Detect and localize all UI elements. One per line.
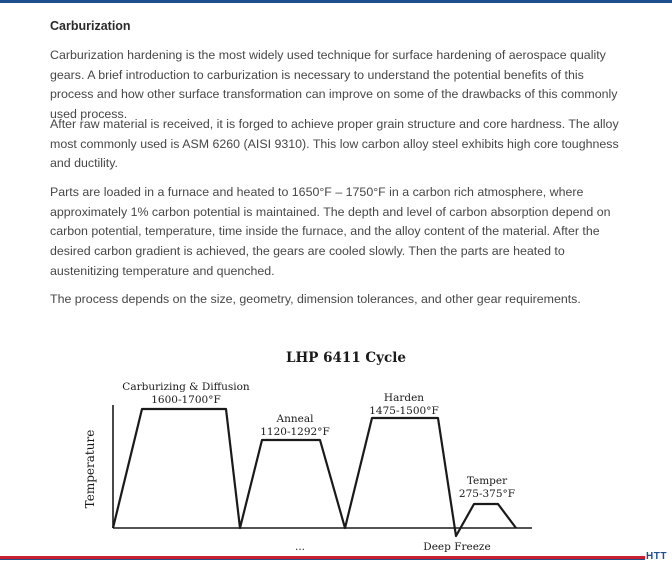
paragraph-intro: Carburization hardening is the most widely used technique for surface hardening of aerospace quality gears. A brief introduction to carburization is necessary to understand the potential benefits of this process and how other surface transformation can improve on some of the drawbacks of this commonly used process. — [50, 48, 618, 122]
paragraph-furnace-process: Parts are loaded in a furnace and heated to 1650°F – 1750°F in a carbon rich atmosphere, where approximately 1% carbon potential is maintained. The depth and level of carbon absorption depend on carbon potential, temperature, time inside the furnace, and the alloy content of the material. After the desired carbon gradient is achieved, the gears are cooled slowly. Then the parts are heated to austenitizing temperature and quenched. — [50, 185, 611, 278]
stage-label-harden: Harden — [383, 392, 425, 404]
htt-logo: HTT — [646, 551, 667, 562]
stage-range-temper: 275-375°F — [458, 488, 516, 500]
stage-range-anneal: 1120-1292°F — [260, 426, 330, 438]
section-heading: Carburization — [50, 19, 131, 33]
cycle-diagram — [0, 340, 672, 552]
top-accent-bar — [0, 0, 672, 3]
stage-label-carburizing: Carburizing & Diffusion — [122, 381, 250, 393]
cropped-label: ... — [294, 541, 306, 552]
footer-blue-line — [0, 559, 645, 560]
paragraph-raw-material: After raw material is received, it is forged to achieve proper grain structure and core hardness. The alloy most commonly used is ASM 6260 (AISI 9310). This low carbon alloy steel exhibits high core toughness and ductility. — [50, 117, 619, 171]
stage-label-deep-freeze: Deep Freeze — [423, 541, 491, 552]
stage-range-carburizing: 1600-1700°F — [151, 394, 221, 406]
stage-label-temper: Temper — [466, 475, 508, 487]
diagram-title: LHP 6411 Cycle — [286, 350, 406, 366]
stage-range-harden: 1475-1500°F — [369, 405, 439, 417]
stage-label-anneal: Anneal — [276, 413, 314, 425]
paragraph-requirements: The process depends on the size, geometry, dimension tolerances, and other gear requirements. — [50, 292, 581, 306]
y-axis-label: Temperature — [83, 429, 97, 509]
